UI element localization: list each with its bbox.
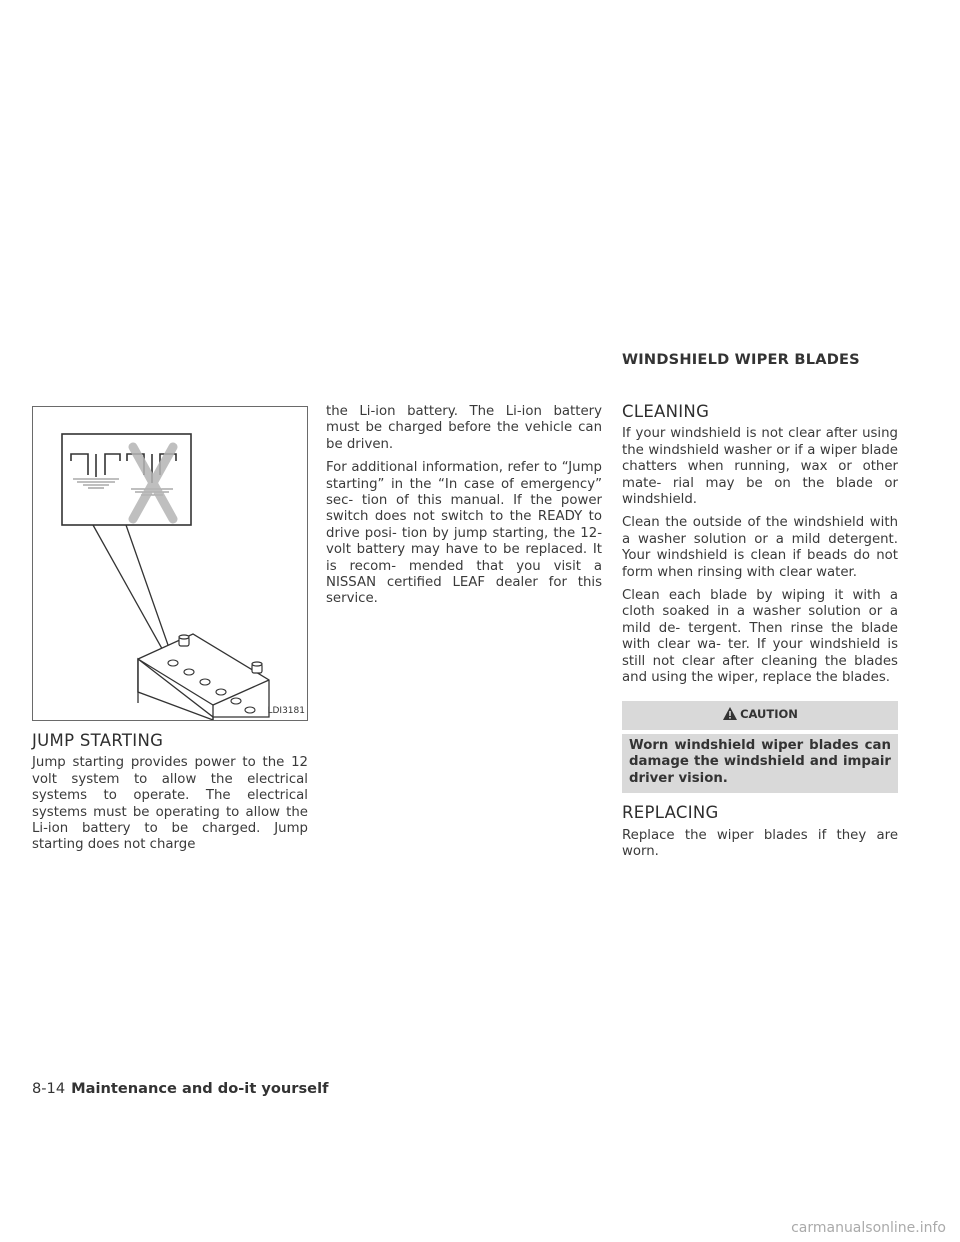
jump-starting-heading: JUMP STARTING	[32, 731, 164, 750]
caution-label: CAUTION	[740, 706, 798, 721]
jump-starting-para-1-cont: the Li-ion battery. The Li-ion battery must be charged before the vehicle can be driven.	[326, 404, 602, 452]
chapter-title: Maintenance and do-it yourself	[71, 1080, 329, 1097]
caution-text: Worn windshield wiper blades can damage the windshield and impair driver vision.	[622, 734, 898, 793]
column-middle	[326, 404, 602, 615]
section-title: WINDSHIELD WIPER BLADES	[622, 351, 860, 368]
battery-illustration	[33, 407, 307, 720]
page-footer	[32, 1080, 328, 1097]
replacing-heading: REPLACING	[622, 803, 719, 823]
cleaning-para-3: Clean each blade by wiping it with a cloth soaked in a washer solution or a mild de- tergent. Then rinse the blade with clear wa- ter. If your windshield is still not clear after cleaning the blades and using the wiper, replace the blades.	[622, 588, 898, 686]
column-left	[32, 406, 308, 861]
column-right	[622, 404, 898, 867]
cleaning-para-2: Clean the outside of the windshield with a washer solution or a mild detergent. Your windshield is clean if beads do not form when rinsing with clear water.	[622, 515, 898, 580]
jump-starting-para-1: Jump starting provides power to the 12 volt system to allow the electrical systems to operate. The electrical systems must be operating to allow the Li-ion battery to be charged. Jump starting does not charge	[32, 755, 308, 853]
caution-header	[622, 701, 898, 730]
figure-label: LDI3181	[267, 705, 305, 716]
cleaning-para-1: If your windshield is not clear after using the windshield washer or if a wiper blade chatters when running, wax or other mate- rial may be on the blade or windshield.	[622, 426, 898, 508]
jump-starting-para-2: For additional information, refer to “Jump starting” in the “In case of emergency” sec- tion of this manual. If the power switch does not switch to the READY to drive posi- tion by jump starting, the 12-volt battery may have to be replaced. It is recom- mended that you visit a NISSAN certified LEAF dealer for this service.	[326, 460, 602, 607]
replacing-para-1: Replace the wiper blades if they are worn.	[622, 827, 898, 859]
battery-figure	[32, 406, 308, 721]
cleaning-heading: CLEANING	[622, 402, 710, 421]
page-number: 8-14	[32, 1080, 66, 1097]
warning-icon	[722, 706, 738, 725]
watermark: carmanualsonline.info	[791, 1220, 946, 1236]
